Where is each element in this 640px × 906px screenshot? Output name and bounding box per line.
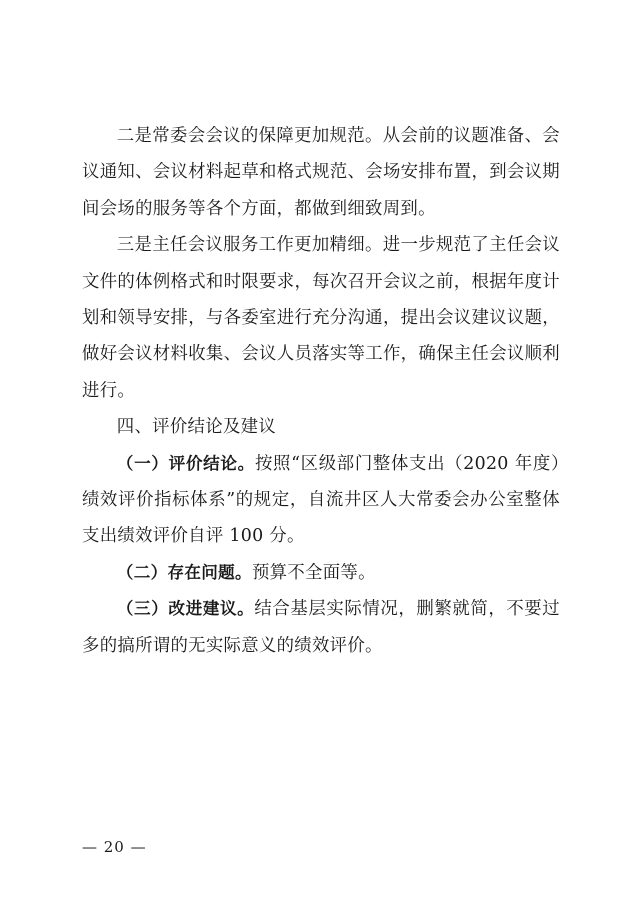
item-existing-problems xyxy=(82,555,560,591)
item-text-improvement-suggestions: 结合基层实际情况，删繁就简，不要过多的搞所谓的无实际意义的绩效评价。 xyxy=(82,599,560,656)
item-text-evaluation-conclusion: 按照“区级部门整体支出（2020 年度）绩效评价指标体系”的规定，自流井区人大常委会办公室整体支出绩效评价自评 100 分。 xyxy=(82,453,560,547)
section-heading-evaluation-conclusion: 四、评价结论及建议 xyxy=(116,417,277,438)
item-evaluation-conclusion xyxy=(82,446,560,555)
paragraph-director-meeting-service: 三是主任会议服务工作更加精细。进一步规范了主任会议文件的体例格式和时限要求，每次召开会议之前，根据年度计划和领导安排，与各委室进行充分沟通，提出会议建议议题，做好会议材料收集、会议人员落实等工作，确保主任会议顺利进行。 xyxy=(82,235,560,401)
item-lead-evaluation-conclusion: （一）评价结论。 xyxy=(116,453,255,473)
item-improvement-suggestions xyxy=(82,591,560,664)
paragraph-meeting-guarantee: 二是常委会会议的保障更加规范。从会前的议题准备、会议通知、会议材料起草和格式规范、会场安排布置，到会议期间会场的服务等各个方面，都做到细致周到。 xyxy=(82,126,560,219)
item-text-existing-problems: 预算不全面等。 xyxy=(251,562,376,583)
item-lead-existing-problems: （二）存在问题。 xyxy=(116,562,252,582)
item-lead-improvement-suggestions: （三）改进建议。 xyxy=(116,599,255,619)
page-number: — 20 — xyxy=(82,838,147,856)
document-body xyxy=(82,118,560,664)
